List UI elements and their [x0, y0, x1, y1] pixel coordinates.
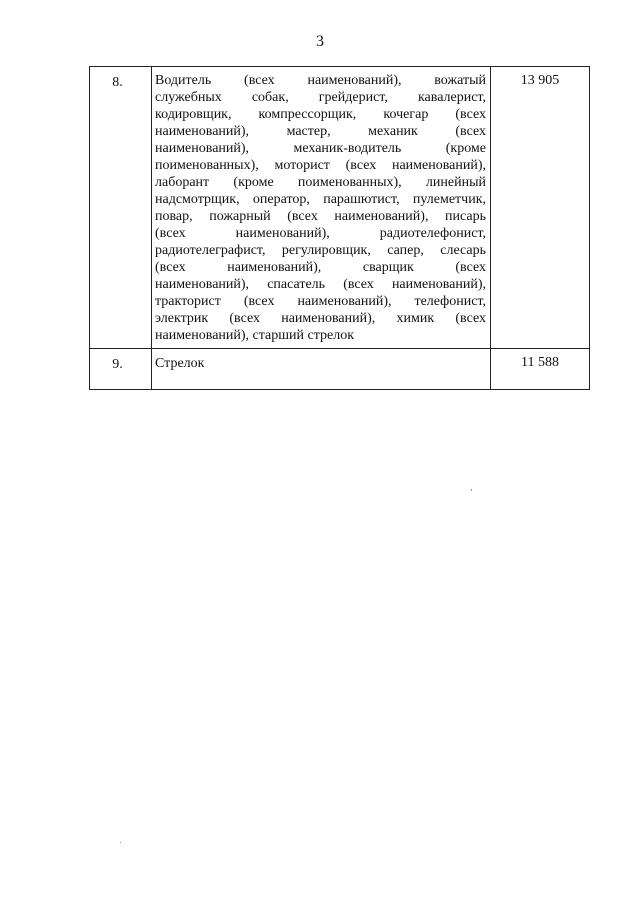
positions-text-line: наименований), спасатель (всех наименований), [155, 277, 486, 292]
row-number-cell: 8. [90, 67, 152, 349]
amount-cell: 11 588 [491, 349, 590, 390]
positions-text-line: наименований), старший стрелок [155, 328, 355, 343]
positions-text-line: Стрелок [155, 356, 205, 371]
table-row [90, 349, 590, 390]
positions-text-line: электрик (всех наименований), химик (всех [155, 311, 486, 326]
positions-text-line: поименованных), моторист (всех наименований), [155, 158, 486, 173]
positions-text-line: радиотелеграфист, регулировщик, сапер, слесарь [155, 243, 486, 258]
positions-text-line: (всех наименований), радиотелефонист, [155, 226, 486, 241]
row-number-cell: 9. [90, 349, 152, 390]
positions-text-line: наименований), механик-водитель (кроме [155, 141, 486, 156]
positions-text-line: тракторист (всех наименований), телефонист, [155, 294, 486, 309]
positions-text-line: служебных собак, грейдерист, кавалерист, [155, 90, 486, 105]
positions-cell [152, 67, 491, 349]
positions-text-line: (всех наименований), сварщик (всех [155, 260, 486, 275]
position-salary-table [89, 66, 590, 390]
positions-text-line: Водитель (всех наименований), вожатый [155, 73, 486, 88]
page-number: 3 [316, 33, 324, 50]
positions-text-line: лаборант (кроме поименованных), линейный [155, 175, 486, 190]
positions-text-line: надсмотрщик, оператор, парашютист, пулеметчик, [155, 192, 486, 207]
table-row [90, 67, 590, 349]
positions-text-line: кодировщик, компрессорщик, кочегар (всех [155, 107, 486, 122]
amount-cell: 13 905 [491, 67, 590, 349]
scan-speck [120, 842, 121, 843]
positions-text-line: наименований), мастер, механик (всех [155, 124, 486, 139]
positions-text-line: повар, пожарный (всех наименований), писарь [155, 209, 486, 224]
positions-cell [152, 349, 491, 390]
scan-speck [471, 489, 472, 491]
